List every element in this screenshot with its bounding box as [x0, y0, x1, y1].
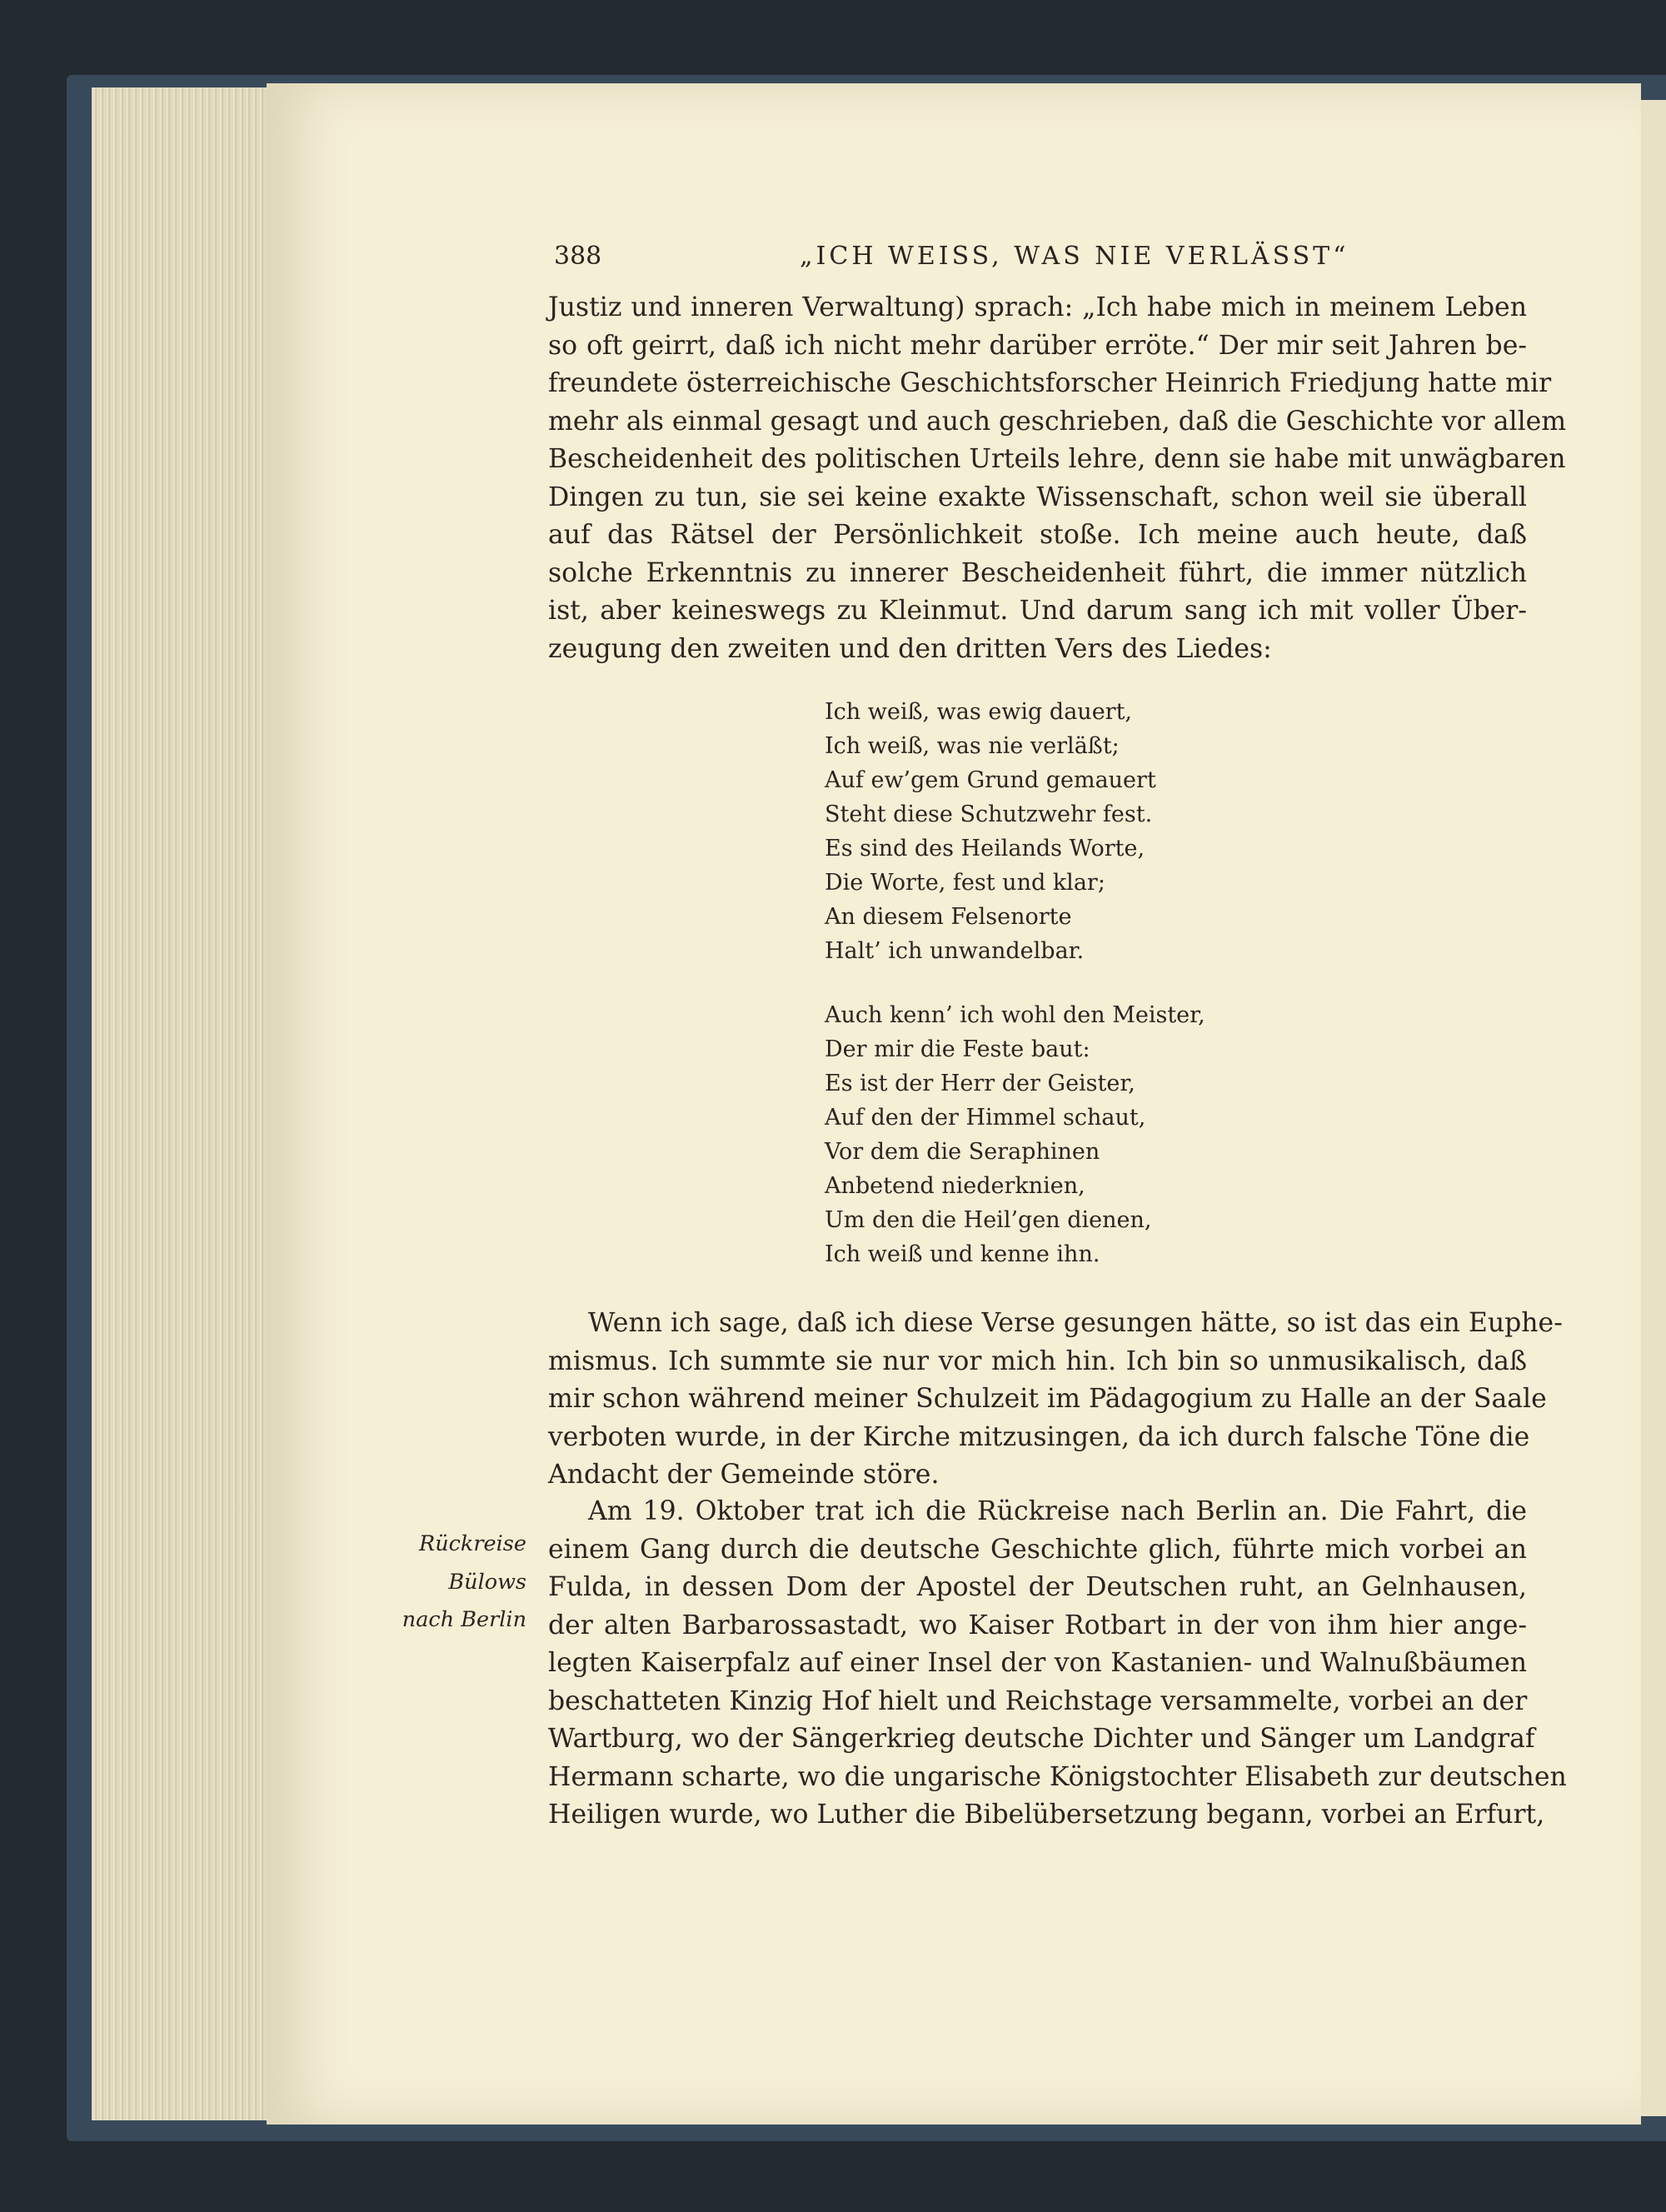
margin-note-line: Rückreise: [419, 1531, 526, 1556]
text-line: beschatteten Kinzig Hof hielt und Reichstage versammelte, vorbei an der: [548, 1685, 1528, 1716]
verse-line: Auf ew’gem Grund gemauert: [825, 767, 1156, 793]
text-line: so oft geirrt, daß ich nicht mehr darüber erröte.“ Der mir seit Jahren be-: [548, 330, 1527, 361]
text-line: einem Gang durch die deutsche Geschichte glich, führte mich vorbei an: [548, 1534, 1527, 1565]
facing-page-edge: [1637, 100, 1666, 2116]
text-line: Heiligen wurde, wo Luther die Bibelübersetzung begann, vorbei an Erfurt,: [548, 1800, 1545, 1830]
verse-line: Die Worte, fest und klar;: [825, 870, 1105, 896]
text-line: Justiz und inneren Verwaltung) sprach: „Ich habe mich in meinem Leben: [548, 292, 1527, 322]
text-line: verboten wurde, in der Kirche mitzusingen, da ich durch falsche Töne die: [548, 1421, 1530, 1452]
verse-line: Steht diese Schutzwehr fest.: [825, 801, 1153, 827]
text-line: ist, aber keineswegs zu Kleinmut. Und darum sang ich mit voller Über-: [548, 596, 1527, 626]
text-line: Fulda, in dessen Dom der Apostel der Deutschen ruht, an Gelnhausen,: [548, 1572, 1527, 1602]
verse-line: Auch kenn’ ich wohl den Meister,: [825, 1002, 1205, 1028]
margin-note-line: Bülows: [448, 1569, 526, 1595]
text-line: Andacht der Gemeinde störe.: [548, 1460, 940, 1490]
text-line: Wartburg, wo der Sängerkrieg deutsche Dichter und Sänger um Landgraf: [548, 1724, 1535, 1754]
verse-line: Ich weiß, was nie verläßt;: [825, 733, 1120, 759]
verse-line: Es ist der Herr der Geister,: [825, 1071, 1135, 1096]
running-head: [554, 242, 1529, 275]
text-line: mismus. Ich summte sie nur vor mich hin. Ich bin so unmusikalisch, daß: [548, 1346, 1527, 1376]
verse-line: Vor dem die Seraphinen: [825, 1139, 1100, 1165]
text-line: mehr als einmal gesagt und auch geschrieben, daß die Geschichte vor allem: [548, 406, 1567, 437]
text-line: solche Erkenntnis zu innerer Bescheidenheit führt, die immer nützlich: [548, 557, 1527, 588]
hymn-stanza-1: [825, 695, 1324, 968]
running-title: „ICH WEISS, WAS NIE VERLÄSST“: [800, 242, 1349, 271]
verse-line: Der mir die Feste baut:: [825, 1036, 1090, 1062]
hymn-stanza-2: [825, 998, 1324, 1271]
text-line: freundete österreichische Geschichtsforscher Heinrich Friedjung hatte mir: [548, 368, 1552, 398]
text-line: legten Kaiserpfalz auf einer Insel der von Kastanien- und Walnußbäumen: [548, 1648, 1527, 1678]
margin-note-line: nach Berlin: [402, 1607, 526, 1632]
verse-line: Auf den der Himmel schaut,: [825, 1105, 1146, 1131]
text-line: mir schon während meiner Schulzeit im Pädagogium zu Halle an der Saale: [548, 1384, 1547, 1414]
text-line: Am 19. Oktober trat ich die Rückreise nach Berlin an. Die Fahrt, die: [588, 1496, 1527, 1526]
text-line: auf das Rätsel der Persönlichkeit stoße. Ich meine auch heute, daß: [548, 520, 1527, 550]
verse-line: Ich weiß, was ewig dauert,: [825, 699, 1133, 725]
verse-line: Anbetend niederknien,: [825, 1173, 1085, 1199]
text-line: Wenn ich sage, daß ich diese Verse gesungen hätte, so ist das ein Euphe-: [588, 1308, 1563, 1338]
margin-note: [343, 1525, 526, 1640]
verse-line: An diesem Felsenorte: [825, 904, 1072, 930]
text-line: Dingen zu tun, sie sei keine exakte Wissenschaft, schon weil sie überall: [548, 482, 1527, 512]
verse-line: Halt’ ich unwandelbar.: [825, 938, 1085, 964]
paragraph-1: [548, 289, 1567, 668]
paragraph-3: [548, 1493, 1567, 1835]
text-line: Hermann scharte, wo die ungarische Königstochter Elisabeth zur deutschen: [548, 1761, 1567, 1792]
verse-line: Ich weiß und kenne ihn.: [825, 1241, 1100, 1267]
page-number: 388: [554, 242, 602, 271]
text-line: Bescheidenheit des politischen Urteils lehre, denn sie habe mit unwägbaren: [548, 444, 1566, 474]
paragraph-2: [548, 1305, 1563, 1495]
text-line: zeugung den zweiten und den dritten Vers des Liedes:: [548, 633, 1272, 664]
verse-line: Um den die Heil’gen dienen,: [825, 1207, 1152, 1233]
text-line: der alten Barbarossastadt, wo Kaiser Rotbart in der von ihm hier ange-: [548, 1610, 1527, 1640]
verse-line: Es sind des Heilands Worte,: [825, 836, 1145, 861]
